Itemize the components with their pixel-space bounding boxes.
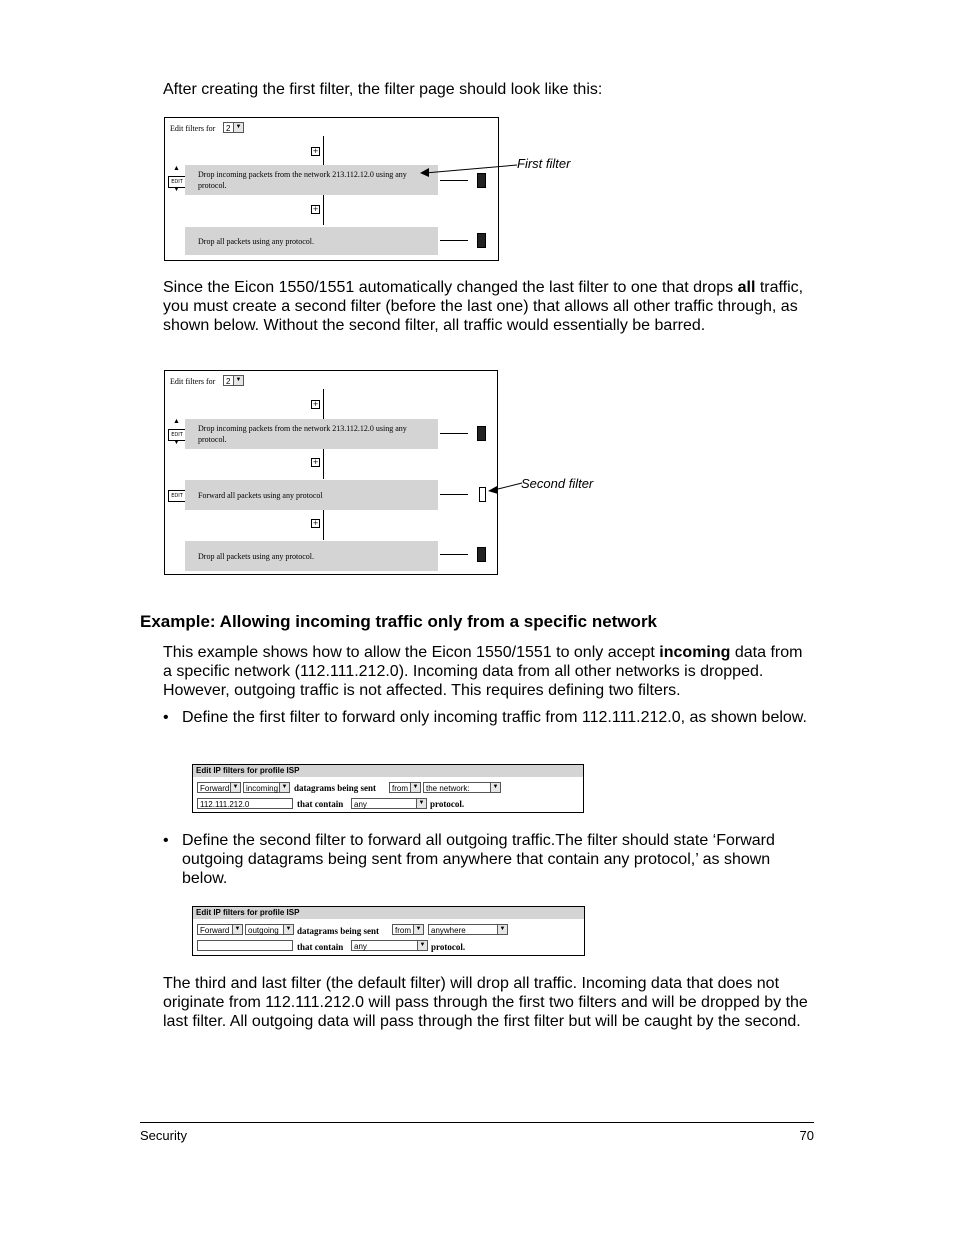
edit-button[interactable]: EDIT	[168, 176, 186, 188]
chevron-down-icon: ▼	[490, 783, 500, 792]
chevron-down-icon: ▼	[410, 783, 420, 792]
edit-button[interactable]: EDIT	[168, 429, 186, 441]
target-select[interactable]: the network: ▼	[423, 782, 501, 793]
move-down-icon[interactable]: ▼	[173, 186, 180, 193]
move-down-icon[interactable]: ▼	[173, 439, 180, 446]
from-select[interactable]: from ▼	[389, 782, 421, 793]
chevron-down-icon: ▼	[283, 925, 293, 934]
drop-door-icon	[477, 426, 486, 441]
chevron-down-icon: ▼	[232, 925, 242, 934]
move-up-icon[interactable]: ▲	[173, 418, 180, 425]
bullet-1-text: Define the first filter to forward only incoming traffic from 112.111.212.0, as shown below.	[182, 709, 807, 726]
intro-text: After creating the first filter, the filter page should look like this:	[163, 81, 603, 98]
chevron-down-icon: ▼	[233, 376, 243, 385]
chevron-down-icon: ▼	[279, 783, 289, 792]
bullet-2-text: Define the second filter to forward all outgoing traffic.The filter should state ‘Forward outgoing datagrams being sent from anywhere that contain any protocol,’ as shown below.	[182, 832, 775, 887]
address-input[interactable]: 112.111.212.0	[197, 798, 293, 809]
contain-label: that contain	[297, 942, 344, 952]
footer-page-number: 70	[799, 1128, 814, 1143]
datagrams-label: datagrams being sent	[294, 783, 377, 793]
form-title: Edit IP filters for profile ISP	[193, 765, 583, 777]
callout-arrow	[420, 165, 520, 185]
protocol-label: protocol.	[431, 942, 466, 952]
insert-filter-icon[interactable]: +	[312, 205, 319, 213]
protocol-label: protocol.	[430, 799, 465, 809]
datagrams-label: datagrams being sent	[297, 926, 380, 936]
ip-filter-form-2	[192, 906, 585, 956]
profile-select[interactable]: 2 ▼	[223, 122, 244, 133]
callout-arrow	[488, 478, 524, 494]
edit-button[interactable]: EDIT	[168, 490, 186, 502]
paragraph-3: This example shows how to allow the Eicon 1550/1551 to only accept incoming data from a specific network (112.111.212.0). Incoming data from all other networks is dropped. However, outgoing traffic is not affected. This requires defining two filters.	[163, 644, 803, 699]
from-select[interactable]: from ▼	[392, 924, 424, 935]
footer-rule	[140, 1122, 814, 1123]
protocol-select[interactable]: any ▼	[351, 940, 428, 951]
paragraph-2: Since the Eicon 1550/1551 automatically changed the last filter to one that drops all traffic, you must create a second filter (before the last one) that allows all other traffic through, as shown below. Without the second filter, all traffic would essentially be barred.	[163, 279, 804, 334]
chevron-down-icon: ▼	[230, 783, 240, 792]
section-heading: Example: Allowing incoming traffic only from a specific network	[140, 612, 658, 631]
filter-row-default: Drop all packets using any protocol.	[185, 541, 438, 571]
second-filter-callout: Second filter	[521, 476, 594, 491]
filter-row-1: Drop incoming packets from the network 213.112.12.0 using any protocol.	[185, 419, 438, 449]
paragraph-4: The third and last filter (the default filter) will drop all traffic. Incoming data that does not originate from 112.111.212.0 will pass through the first two filters and will be dropped by the last filter. All outgoing data will pass through the first filter but will be caught by the second.	[163, 975, 808, 1030]
ip-filter-form-1	[192, 764, 584, 813]
footer-section: Security	[140, 1128, 187, 1143]
forward-door-icon	[479, 487, 486, 502]
drop-door-icon	[477, 233, 486, 248]
chevron-down-icon: ▼	[416, 799, 426, 808]
contain-label: that contain	[297, 799, 344, 809]
address-input[interactable]	[197, 940, 293, 951]
action-select[interactable]: Forward ▼	[197, 924, 243, 935]
protocol-select[interactable]: any ▼	[351, 798, 427, 809]
move-up-icon[interactable]: ▲	[173, 165, 180, 172]
chevron-down-icon: ▼	[417, 941, 427, 950]
edit-filters-label: Edit filters for	[170, 377, 216, 386]
filter-row-2: Forward all packets using any protocol	[185, 480, 438, 510]
chevron-down-icon: ▼	[233, 123, 243, 132]
bullet-marker: •	[163, 832, 169, 849]
profile-select[interactable]: 2 ▼	[223, 375, 244, 386]
chevron-down-icon: ▼	[413, 925, 423, 934]
direction-select[interactable]: incoming ▼	[243, 782, 290, 793]
filter-row-1: Drop incoming packets from the network 213.112.12.0 using any protocol.	[185, 165, 438, 195]
filter-screenshot-1	[164, 117, 499, 261]
insert-filter-icon[interactable]: +	[312, 400, 319, 408]
filter-screenshot-2	[164, 370, 498, 575]
edit-filters-label: Edit filters for	[170, 124, 216, 133]
filter-row-default: Drop all packets using any protocol.	[185, 227, 438, 255]
drop-door-icon	[477, 547, 486, 562]
insert-filter-icon[interactable]: +	[312, 458, 319, 466]
bullet-marker: •	[163, 709, 169, 726]
action-select[interactable]: Forward ▼	[197, 782, 241, 793]
insert-filter-icon[interactable]: +	[312, 519, 319, 527]
insert-filter-icon[interactable]: +	[312, 147, 319, 155]
direction-select[interactable]: outgoing ▼	[245, 924, 294, 935]
chevron-down-icon: ▼	[497, 925, 507, 934]
target-select[interactable]: anywhere ▼	[428, 924, 508, 935]
first-filter-callout: First filter	[517, 156, 571, 171]
form-title: Edit IP filters for profile ISP	[193, 907, 584, 919]
